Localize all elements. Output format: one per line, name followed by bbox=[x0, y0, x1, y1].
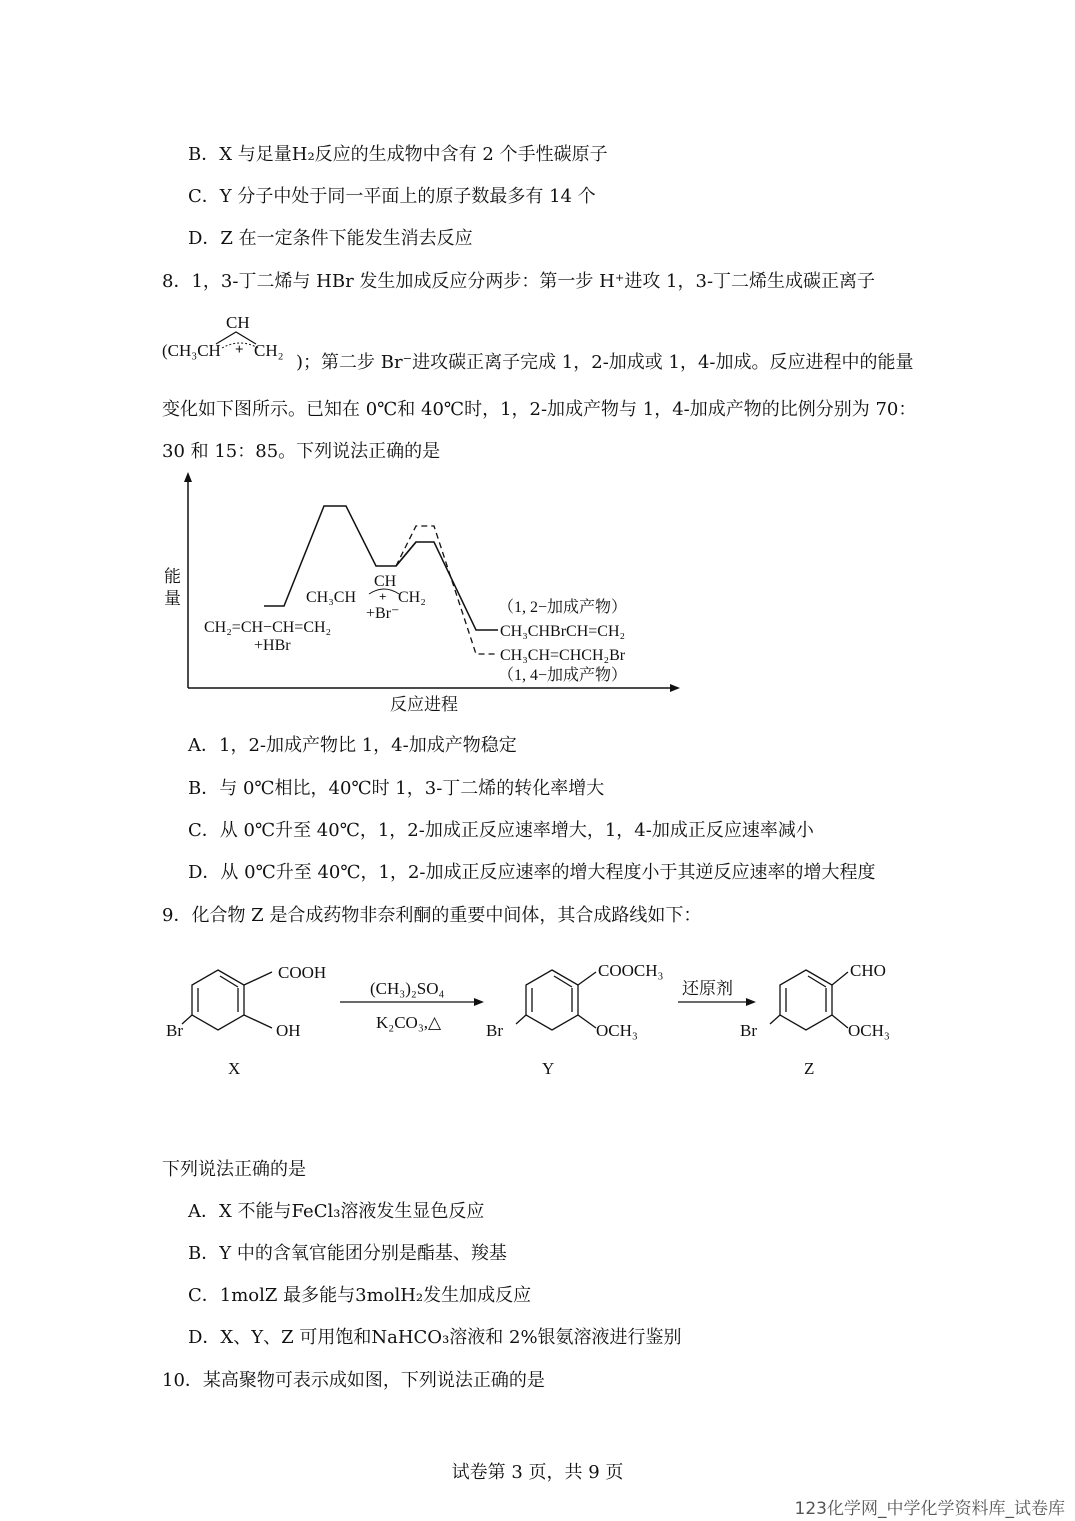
q9-stem: 9．化合物 Z 是合成药物非奈利酮的重要中间体，其合成路线如下： bbox=[162, 905, 702, 926]
q8-stem-line4: 30 和 15：85。下列说法正确的是 bbox=[162, 441, 441, 462]
product-12-caption: （1, 2−加成产物） bbox=[498, 599, 628, 616]
q8-stem-line1: 8．1，3-丁二烯与 HBr 发生加成反应分两步：第一步 H⁺进攻 1，3-丁二烯生成碳正离子 bbox=[162, 271, 876, 292]
q7-option-c: C．Y 分子中处于同一平面上的原子数最多有 14 个 bbox=[188, 186, 596, 207]
z-compound-name: Z bbox=[804, 1059, 815, 1078]
cation-right: CH₂ bbox=[254, 341, 284, 360]
product-14-caption: （1, 4−加成产物） bbox=[498, 667, 628, 684]
product-14-formula: CH₃CH=CHCH₂Br bbox=[500, 647, 626, 664]
compound-z-structure bbox=[740, 961, 890, 1078]
intermediate-plus: + bbox=[379, 589, 387, 604]
reaction-arrow-1-head-icon bbox=[474, 998, 484, 1006]
z-br-label: Br bbox=[740, 1021, 757, 1040]
intermediate-left: CH₃CH bbox=[306, 589, 357, 606]
y-br-label: Br bbox=[486, 1021, 503, 1040]
y-och3-label: OCH₃ bbox=[596, 1021, 638, 1040]
page-footer: 试卷第 3 页，共 9 页 bbox=[451, 1462, 624, 1483]
x-axis-label: 反应进程 bbox=[390, 695, 458, 714]
y-axis-arrow-icon bbox=[184, 472, 192, 482]
watermark: 123化学网_中学化学资料库_试卷库 bbox=[794, 1499, 1065, 1519]
compound-y-structure bbox=[486, 961, 664, 1078]
product-12-formula: CH₃CHBrCH=CH₂ bbox=[500, 623, 626, 640]
arrow2-reagent-top: 还原剂 bbox=[682, 979, 733, 998]
reactant-label: CH₂=CH−CH=CH₂ bbox=[204, 619, 332, 636]
x-axis-arrow-icon bbox=[670, 684, 680, 692]
energy-diagram bbox=[158, 470, 698, 720]
y-compound-name: Y bbox=[542, 1059, 555, 1078]
compound-x-structure bbox=[166, 963, 326, 1078]
q9-option-b: B．Y 中的含氧官能团分别是酯基、羧基 bbox=[188, 1243, 507, 1264]
q9-synthesis-scheme bbox=[160, 946, 920, 1086]
q8-option-c: C．从 0℃升至 40℃，1，2-加成正反应速率增大，1，4-加成正反应速率减小 bbox=[188, 820, 814, 841]
x-compound-name: X bbox=[228, 1059, 241, 1078]
q7-option-d: D．Z 在一定条件下能发生消去反应 bbox=[188, 228, 473, 249]
cation-ch-top: CH bbox=[226, 313, 250, 332]
x-oh-label: OH bbox=[276, 1021, 301, 1040]
reaction-arrow-2-head-icon bbox=[746, 998, 756, 1006]
arrow1-reagent-bottom: K₂CO₃,△ bbox=[376, 1013, 442, 1032]
arrow1-reagent-top: (CH₃)₂SO₄ bbox=[370, 979, 445, 998]
reactant-hbr-label: +HBr bbox=[254, 637, 291, 654]
q10-stem: 10．某高聚物可表示成如图，下列说法正确的是 bbox=[162, 1370, 545, 1391]
q9-lead: 下列说法正确的是 bbox=[162, 1159, 306, 1180]
x-br-label: Br bbox=[166, 1021, 183, 1040]
q9-option-a: A．X 不能与FeCl₃溶液发生显色反应 bbox=[188, 1201, 485, 1222]
q9-option-d: D．X、Y、Z 可用饱和NaHCO₃溶液和 2%银氨溶液进行鉴别 bbox=[188, 1327, 682, 1348]
y-axis-label-2: 量 bbox=[164, 589, 181, 608]
q8-option-b: B．与 0℃相比，40℃时 1，3-丁二烯的转化率增大 bbox=[188, 778, 605, 799]
q8-stem-line3: 变化如下图所示。已知在 0℃和 40℃时，1，2-加成产物与 1，4-加成产物的比例分别为 70： bbox=[162, 399, 917, 420]
z-cho-label: CHO bbox=[850, 961, 886, 980]
intermediate-br-label: +Br⁻ bbox=[366, 605, 400, 622]
y-cooch3-label: COOCH₃ bbox=[598, 961, 664, 980]
q8-option-d: D．从 0℃升至 40℃，1，2-加成正反应速率的增大程度小于其逆反应速率的增大程度 bbox=[188, 862, 876, 883]
x-cooh-label: COOH bbox=[278, 963, 327, 982]
y-axis-label-1: 能 bbox=[164, 567, 181, 586]
intermediate-ch: CH bbox=[374, 573, 397, 590]
q8-stem-line2: )；第二步 Br⁻进攻碳正离子完成 1，2-加成或 1，4-加成。反应进程中的能量 bbox=[296, 352, 914, 373]
q8-carbocation-structure bbox=[160, 310, 310, 372]
cation-left: (CH₃CH bbox=[162, 341, 221, 360]
q7-option-b: B．X 与足量H₂反应的生成物中含有 2 个手性碳原子 bbox=[188, 144, 608, 165]
intermediate-right: CH₂ bbox=[398, 589, 426, 606]
cation-plus: + bbox=[235, 342, 244, 358]
q8-option-a: A．1，2-加成产物比 1，4-加成产物稳定 bbox=[188, 735, 517, 756]
q9-option-c: C．1molZ 最多能与3molH₂发生加成反应 bbox=[188, 1285, 532, 1306]
z-och3-label: OCH₃ bbox=[848, 1021, 890, 1040]
